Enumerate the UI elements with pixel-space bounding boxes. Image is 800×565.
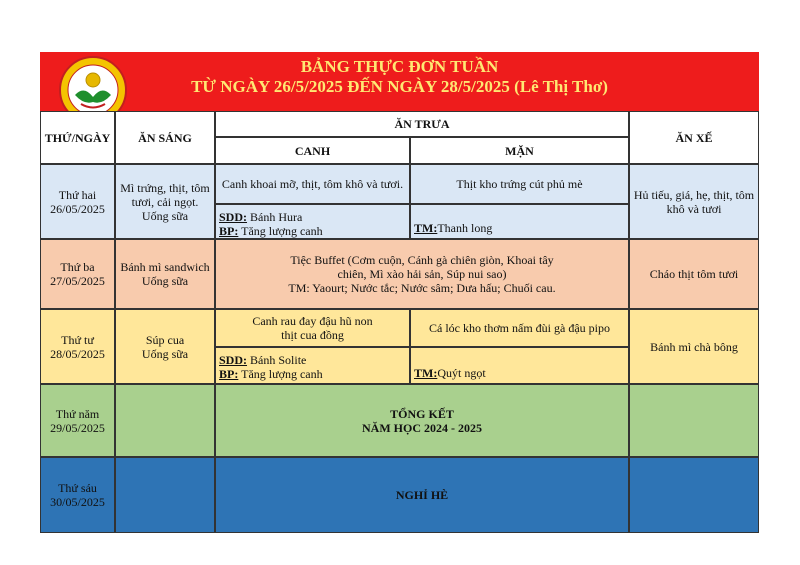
row-monday-savory: Thịt kho trứng cút phủ mè (410, 164, 629, 204)
breakfast-drink: Uống sữa (141, 274, 189, 288)
breakfast-dish: Mì trứng, thịt, tôm tươi, cải ngọt. (120, 180, 210, 209)
bp-value: Tăng lượng canh (238, 224, 323, 238)
bp-line (219, 367, 323, 381)
day-date: 26/05/2025 (50, 201, 105, 216)
row-wednesday-day (40, 309, 115, 384)
row-wednesday-soup: Canh rau đay đậu hũ non thịt cua đồng (215, 309, 410, 347)
day-name: Thứ tư (61, 332, 94, 347)
header-lunch: ĂN TRƯA (215, 111, 629, 137)
row-monday-soup: Canh khoai mỡ, thịt, tôm khô và tươi. (215, 164, 410, 204)
header-breakfast: ĂN SÁNG (115, 111, 215, 164)
title-line-2: TỪ NGÀY 26/5/2025 ĐẾN NGÀY 28/5/2025 (Lê Thị Thơ) (191, 77, 608, 96)
row-friday-holiday: NGHỈ HÈ (215, 457, 629, 533)
sdd-line (219, 210, 302, 224)
tm-label: TM: (414, 366, 438, 380)
buffet-menu: Tiệc Buffet (Cơm cuộn, Cánh gà chiên giòn, Khoai tây chiên, Mì xào hải sản, Súp nui sao) (290, 253, 554, 281)
row-monday-extras (215, 204, 410, 239)
row-wednesday-snack: Bánh mì chà bông (629, 309, 759, 384)
row-thursday-snack (629, 384, 759, 457)
title-line-1: BẢNG THỰC ĐƠN TUẦN (300, 57, 499, 76)
row-tuesday-day (40, 239, 115, 309)
tm-label: TM: (414, 221, 438, 235)
day-name: Thứ sáu (58, 481, 97, 495)
row-wednesday-fruit (410, 347, 629, 384)
row-wednesday-breakfast (115, 309, 215, 384)
row-friday-snack (629, 457, 759, 533)
row-tuesday-breakfast (115, 239, 215, 309)
breakfast-drink: Uống sữa (141, 208, 189, 223)
day-name: Thứ hai (58, 187, 97, 202)
row-thursday-summary (215, 384, 629, 457)
breakfast-dish: Súp cua (145, 332, 185, 347)
row-monday-snack: Hủ tiếu, giá, hẹ, thịt, tôm khô và tươi (629, 164, 759, 239)
header-snack: ĂN XẾ (629, 111, 759, 164)
bp-label: BP: (219, 224, 239, 238)
day-date: 27/05/2025 (50, 274, 105, 288)
bp-line (219, 224, 323, 238)
row-thursday-day (40, 384, 115, 457)
header-day: THỨ/NGÀY (40, 111, 115, 164)
buffet-drinks: TM: Yaourt; Nước tắc; Nước sâm; Dưa hấu; Chuối cau. (288, 281, 556, 295)
row-monday-day (40, 164, 115, 239)
day-name: Thứ ba (60, 260, 95, 274)
tm-value: Thanh long (437, 221, 493, 235)
row-tuesday-snack: Cháo thịt tôm tươi (629, 239, 759, 309)
row-wednesday-savory: Cá lóc kho thơm nấm đùi gà đậu pipo (410, 309, 629, 347)
sdd-value: Bánh Hura (247, 210, 303, 224)
row-tuesday-buffet (215, 239, 629, 309)
row-monday-fruit (410, 204, 629, 239)
header-soup: CANH (215, 137, 410, 164)
bp-label: BP: (219, 367, 239, 381)
row-thursday-breakfast (115, 384, 215, 457)
row-friday-day (40, 457, 115, 533)
day-name: Thứ năm (55, 406, 100, 421)
day-date: 29/05/2025 (50, 420, 105, 435)
row-friday-breakfast (115, 457, 215, 533)
menu-sheet (40, 52, 759, 509)
tm-value: Quýt ngọt (437, 366, 486, 380)
sdd-value: Bánh Solite (247, 353, 307, 367)
header-savory: MẶN (410, 137, 629, 164)
breakfast-dish: Bánh mì sandwich (120, 260, 210, 274)
summary-year: NĂM HỌC 2024 - 2025 (362, 420, 482, 435)
title-banner (40, 52, 759, 111)
bp-value: Tăng lượng canh (238, 367, 323, 381)
day-date: 28/05/2025 (50, 346, 105, 361)
row-wednesday-extras (215, 347, 410, 384)
breakfast-drink: Uống sữa (141, 346, 189, 361)
sdd-label: SDD: (219, 210, 248, 224)
summary-title: TỔNG KẾT (390, 406, 454, 421)
sdd-label: SDD: (219, 353, 248, 367)
day-date: 30/05/2025 (50, 495, 105, 509)
sdd-line (219, 353, 306, 367)
row-monday-breakfast (115, 164, 215, 239)
